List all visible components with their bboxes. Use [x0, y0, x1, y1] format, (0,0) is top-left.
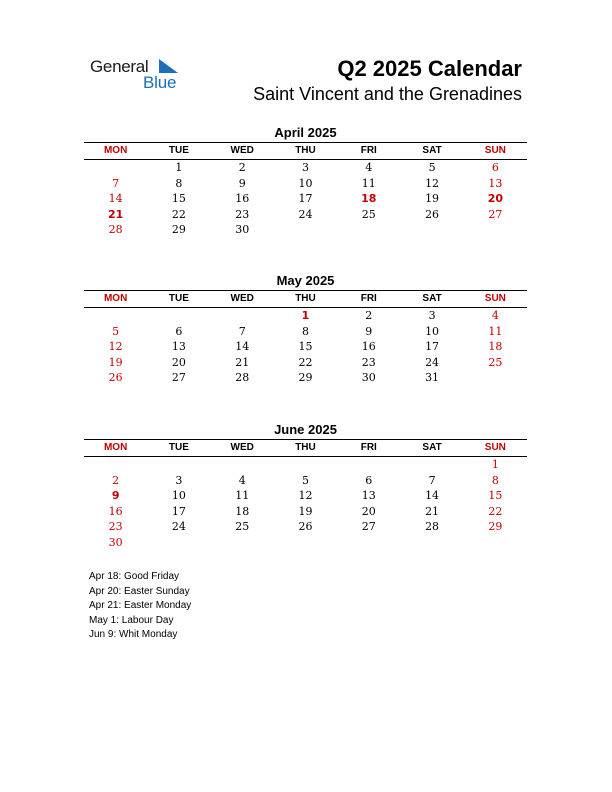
day-cell: 7 — [112, 176, 120, 190]
holiday-list — [89, 570, 191, 643]
weekday-label-tue: TUE — [168, 442, 189, 453]
weekday-label-sun: SUN — [484, 145, 506, 156]
empty-day-cell — [400, 457, 463, 473]
day-cell: 15 — [171, 192, 186, 206]
day-cell: 14 — [235, 340, 250, 354]
day-cell: 6 — [365, 473, 373, 487]
day-cell: 23 — [361, 355, 376, 369]
empty-day-cell — [211, 457, 274, 473]
day-cell: 13 — [488, 176, 503, 190]
day-cell: 11 — [235, 489, 250, 503]
empty-day-cell — [147, 457, 210, 473]
day-cell: 20 — [171, 355, 186, 369]
day-cell: 12 — [425, 176, 440, 190]
empty-day-cell — [400, 535, 463, 551]
day-cell: 13 — [171, 340, 186, 354]
weekday-label-fri: FRI — [360, 293, 377, 304]
day-cell: 10 — [425, 324, 440, 338]
day-cell: 19 — [298, 504, 313, 518]
day-cell: 15 — [488, 489, 503, 503]
weekday-label-thu: THU — [295, 145, 316, 156]
day-cell: 5 — [301, 473, 309, 487]
empty-day-cell — [274, 222, 337, 238]
empty-day-cell — [274, 535, 337, 551]
day-cell: 8 — [301, 324, 309, 338]
empty-day-cell — [337, 222, 400, 238]
day-cell: 25 — [488, 355, 503, 369]
day-cell: 9 — [111, 489, 120, 503]
weekday-label-sat: SAT — [422, 145, 442, 156]
week-row — [84, 308, 527, 324]
weekday-label-sun: SUN — [484, 442, 506, 453]
day-cell: 30 — [108, 535, 123, 549]
empty-day-cell — [464, 370, 527, 386]
weekday-label-sat: SAT — [422, 293, 442, 304]
day-cell: 8 — [491, 473, 499, 487]
day-cell: 30 — [361, 371, 376, 385]
month-april — [84, 124, 527, 238]
weekday-header-row — [84, 143, 527, 159]
weekday-label-mon: MON — [103, 442, 128, 453]
day-cell: 10 — [171, 489, 186, 503]
day-cell: 22 — [171, 207, 186, 221]
day-cell: 27 — [488, 207, 503, 221]
day-cell: 24 — [298, 207, 313, 221]
day-cell: 4 — [491, 309, 499, 322]
day-cell: 5 — [112, 324, 120, 338]
day-cell: 12 — [108, 340, 123, 354]
weekday-label-fri: FRI — [360, 145, 377, 156]
day-cell: 26 — [108, 371, 123, 385]
day-cell: 8 — [175, 176, 183, 190]
weekday-label-mon: MON — [103, 293, 128, 304]
day-cell: 9 — [365, 324, 373, 338]
empty-day-cell — [211, 308, 274, 324]
day-cell: 6 — [491, 161, 499, 174]
day-cell: 5 — [428, 161, 436, 174]
weekday-label-thu: THU — [295, 442, 316, 453]
day-cell: 25 — [361, 207, 376, 221]
day-cell: 15 — [298, 340, 313, 354]
empty-day-cell — [274, 457, 337, 473]
day-cell: 27 — [361, 520, 376, 534]
week-row — [84, 160, 527, 176]
brand-logo — [90, 56, 200, 96]
empty-day-cell — [400, 222, 463, 238]
empty-day-cell — [147, 308, 210, 324]
day-cell: 3 — [301, 161, 309, 174]
day-cell: 2 — [238, 161, 246, 174]
day-cell: 7 — [428, 473, 436, 487]
day-cell: 16 — [361, 340, 376, 354]
day-cell: 1 — [301, 309, 310, 322]
empty-day-cell — [337, 457, 400, 473]
day-cell: 27 — [171, 371, 186, 385]
day-cell: 29 — [488, 520, 503, 534]
week-row — [84, 339, 527, 355]
day-cell: 19 — [108, 355, 123, 369]
day-cell: 4 — [238, 473, 246, 487]
month-june — [84, 421, 527, 551]
week-row — [84, 355, 527, 371]
week-row — [84, 176, 527, 192]
day-cell: 1 — [175, 161, 183, 174]
day-cell: 6 — [175, 324, 183, 338]
empty-day-cell — [211, 535, 274, 551]
week-row — [84, 324, 527, 340]
page-subtitle: Saint Vincent and the Grenadines — [253, 84, 522, 104]
day-cell: 29 — [171, 223, 186, 237]
empty-day-cell — [337, 535, 400, 551]
day-cell: 2 — [365, 309, 373, 322]
day-cell: 12 — [298, 489, 313, 503]
month-may — [84, 272, 527, 386]
day-cell: 18 — [488, 340, 503, 354]
day-cell: 24 — [171, 520, 186, 534]
day-cell: 23 — [235, 207, 250, 221]
weekday-label-mon: MON — [103, 145, 128, 156]
empty-day-cell — [84, 160, 147, 176]
empty-day-cell — [147, 535, 210, 551]
holiday-item: Apr 18: Good Friday — [89, 571, 180, 582]
day-cell: 2 — [112, 473, 120, 487]
empty-day-cell — [84, 457, 147, 473]
day-cell: 1 — [491, 458, 499, 471]
day-cell: 3 — [428, 309, 436, 322]
week-row — [84, 504, 527, 520]
holiday-item: Apr 20: Easter Sunday — [89, 585, 190, 597]
week-row — [84, 207, 527, 223]
holiday-item: Jun 9: Whit Monday — [89, 629, 178, 640]
day-cell: 11 — [488, 324, 503, 338]
day-cell: 11 — [361, 176, 376, 190]
day-cell: 26 — [425, 207, 440, 221]
day-cell: 10 — [298, 176, 313, 190]
day-cell: 20 — [487, 192, 503, 206]
month-title: June 2025 — [274, 422, 337, 437]
day-cell: 28 — [108, 223, 123, 237]
weekday-label-fri: FRI — [360, 442, 377, 453]
weekday-label-wed: WED — [230, 442, 254, 453]
day-cell: 17 — [298, 192, 313, 206]
day-cell: 28 — [425, 520, 440, 534]
day-cell: 22 — [488, 504, 503, 518]
logo-general-text: General — [90, 57, 149, 76]
day-cell: 4 — [365, 161, 373, 174]
weekday-label-wed: WED — [230, 293, 254, 304]
week-row — [84, 191, 527, 207]
day-cell: 9 — [238, 176, 246, 190]
empty-day-cell — [464, 222, 527, 238]
day-cell: 24 — [425, 355, 440, 369]
day-cell: 21 — [107, 207, 124, 221]
day-cell: 18 — [361, 192, 377, 206]
day-cell: 14 — [425, 489, 440, 503]
weekday-label-sun: SUN — [484, 293, 506, 304]
day-cell: 17 — [171, 504, 186, 518]
week-row — [84, 457, 527, 473]
weekday-label-wed: WED — [230, 145, 254, 156]
day-cell: 14 — [108, 192, 123, 206]
weekday-label-sat: SAT — [422, 442, 442, 453]
day-cell: 23 — [108, 520, 123, 534]
day-cell: 28 — [235, 371, 250, 385]
logo-flag-icon — [157, 58, 179, 74]
weekday-label-tue: TUE — [168, 145, 189, 156]
day-cell: 18 — [235, 504, 250, 518]
logo-blue-text: Blue — [143, 73, 177, 92]
month-title: April 2025 — [274, 125, 337, 140]
day-cell: 17 — [425, 340, 440, 354]
week-row — [84, 488, 527, 504]
empty-day-cell — [84, 308, 147, 324]
week-row — [84, 535, 527, 551]
day-cell: 25 — [235, 520, 250, 534]
day-cell: 13 — [361, 489, 376, 503]
weekday-header-row — [84, 440, 527, 456]
holiday-item: May 1: Labour Day — [89, 614, 174, 626]
weekday-label-thu: THU — [295, 293, 316, 304]
day-cell: 21 — [425, 504, 440, 518]
day-cell: 16 — [108, 504, 123, 518]
day-cell: 3 — [175, 473, 183, 487]
holiday-item: Apr 21: Easter Monday — [89, 600, 192, 611]
week-row — [84, 370, 527, 386]
empty-day-cell — [464, 535, 527, 551]
week-row — [84, 519, 527, 535]
day-cell: 20 — [361, 504, 376, 518]
day-cell: 19 — [425, 192, 440, 206]
month-title: May 2025 — [276, 273, 335, 288]
day-cell: 7 — [238, 324, 246, 338]
day-cell: 31 — [425, 371, 440, 385]
week-row — [84, 473, 527, 489]
day-cell: 30 — [235, 223, 250, 237]
day-cell: 26 — [298, 520, 313, 534]
page-title: Q2 2025 Calendar — [337, 56, 522, 81]
weekday-label-tue: TUE — [168, 293, 189, 304]
day-cell: 29 — [298, 371, 313, 385]
day-cell: 16 — [235, 192, 250, 206]
week-row — [84, 222, 527, 238]
day-cell: 22 — [298, 355, 313, 369]
day-cell: 21 — [235, 355, 250, 369]
weekday-header-row — [84, 291, 527, 307]
